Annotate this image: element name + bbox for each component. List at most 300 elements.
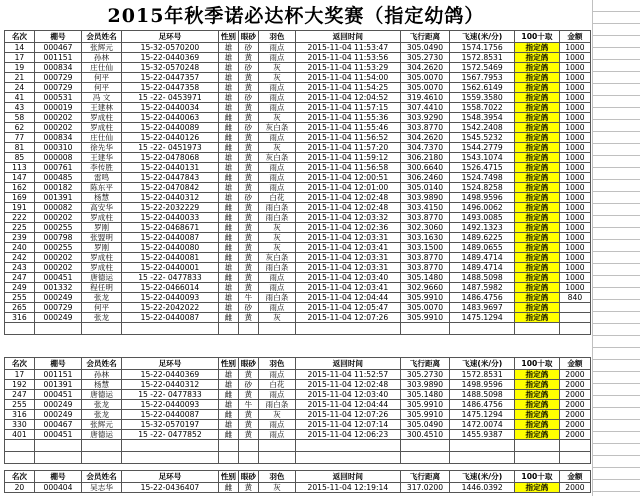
designated-badge: 指定鸽 — [515, 400, 560, 410]
table-cell: 15-22-0440087 — [121, 410, 218, 420]
table-cell: 黄 — [238, 83, 258, 93]
table-row — [5, 213, 591, 223]
column-header: 羽色 — [258, 471, 295, 483]
column-header: 飞速(米/分) — [450, 358, 515, 370]
table-cell: 1000 — [559, 203, 590, 213]
table-cell: 灰 — [258, 410, 295, 420]
table-cell: 2000 — [559, 400, 590, 410]
column-header: 会员姓名 — [82, 31, 122, 43]
table-cell: 2000 — [559, 390, 590, 400]
table-cell: 15 -22- 0477852 — [121, 430, 218, 440]
table-cell: 000729 — [34, 83, 81, 93]
table-row — [5, 273, 591, 283]
table-cell: 1498.9596 — [450, 193, 515, 203]
table-cell: 305.1480 — [400, 273, 450, 283]
table-cell: 雨白条 — [258, 213, 295, 223]
table-body — [5, 31, 591, 335]
table-cell: 1446.0392 — [450, 483, 515, 493]
column-header: 飞行距离 — [400, 31, 450, 43]
designated-badge: 指定鸽 — [515, 223, 560, 233]
table-cell: 2015-11-04 12:05:47 — [296, 303, 401, 313]
table-cell — [34, 440, 81, 452]
table-cell: 2000 — [559, 370, 590, 380]
table-cell: 庄仕仙 — [82, 133, 122, 143]
column-header: 金额 — [559, 471, 590, 483]
table-cell: 砂 — [238, 63, 258, 73]
table-cell: 雌 — [218, 123, 238, 133]
table-cell: 000249 — [34, 293, 81, 303]
table-row — [5, 420, 591, 430]
table-cell: 1574.1756 — [450, 43, 515, 53]
column-header: 返回时间 — [296, 31, 401, 43]
table-cell: 黄 — [238, 53, 258, 63]
table-cell: 雨点 — [258, 420, 295, 430]
table-cell: 雄 — [218, 83, 238, 93]
column-header: 飞行距离 — [400, 358, 450, 370]
table-cell: 000202 — [34, 213, 81, 223]
table-cell: 1000 — [559, 283, 590, 293]
table-cell: 黄 — [238, 143, 258, 153]
table-row — [5, 223, 591, 233]
table-cell: 15-22-0436407 — [121, 483, 218, 493]
column-header: 足环号 — [121, 31, 218, 43]
table-cell: 雨点 — [258, 283, 295, 293]
table-cell — [296, 323, 401, 335]
designated-badge: 指定鸽 — [515, 293, 560, 303]
table-cell — [450, 440, 515, 452]
table-cell: 1000 — [559, 93, 590, 103]
table-cell: 15-22-0440081 — [121, 253, 218, 263]
table-cell: 雄 — [218, 193, 238, 203]
table-cell: 306.2460 — [400, 173, 450, 183]
table-cell: 15-22-0440034 — [121, 103, 218, 113]
table-cell: 灰 — [258, 243, 295, 253]
table-cell — [82, 323, 122, 335]
table-cell: 白花 — [258, 380, 295, 390]
table-cell: 雌 — [218, 253, 238, 263]
table-cell: 雌 — [218, 410, 238, 420]
table-cell: 303.8770 — [400, 123, 450, 133]
table-row — [5, 173, 591, 183]
table-cell: 1572.5469 — [450, 63, 515, 73]
table-cell: 316 — [5, 313, 35, 323]
table-cell: 灰 — [258, 233, 295, 243]
table-cell: 58 — [5, 113, 35, 123]
table-cell: 2015-11-04 11:57:20 — [296, 143, 401, 153]
table-cell: 303.9890 — [400, 380, 450, 390]
column-header: 棚号 — [34, 31, 81, 43]
table-cell: 2015-11-04 11:53:47 — [296, 43, 401, 53]
table-cell: 2015-11-04 11:59:12 — [296, 153, 401, 163]
table-cell: 雄 — [218, 63, 238, 73]
table-cell: 雨点 — [258, 390, 295, 400]
designated-badge: 指定鸽 — [515, 263, 560, 273]
table-cell — [238, 452, 258, 464]
table-cell: 2015-11-04 12:06:23 — [296, 430, 401, 440]
designated-badge: 指定鸽 — [515, 153, 560, 163]
designated-badge: 指定鸽 — [515, 273, 560, 283]
table-cell — [238, 323, 258, 335]
table-row — [5, 390, 591, 400]
table-cell — [121, 440, 218, 452]
table-cell: 雨点 — [258, 273, 295, 283]
table-cell: 401 — [5, 430, 35, 440]
table-cell: 15-22-0447843 — [121, 173, 218, 183]
table-row — [5, 83, 591, 93]
column-header: 返回时间 — [296, 471, 401, 483]
table-row — [5, 73, 591, 83]
table-cell: 雌 — [218, 143, 238, 153]
table-cell — [218, 452, 238, 464]
table-cell: 雌 — [218, 233, 238, 243]
table-cell: 牛 — [238, 293, 258, 303]
table-row — [5, 263, 591, 273]
table-cell: 000761 — [34, 163, 81, 173]
table-cell: 何平 — [82, 73, 122, 83]
table-row — [5, 163, 591, 173]
column-header: 羽色 — [258, 358, 295, 370]
table-cell: 孙林 — [82, 370, 122, 380]
table-cell: 242 — [5, 253, 35, 263]
table-cell: 000082 — [34, 203, 81, 213]
table-cell: 黄 — [238, 163, 258, 173]
table-cell: 砂 — [238, 93, 258, 103]
table-cell: 265 — [5, 303, 35, 313]
table-cell: 高安华 — [82, 203, 122, 213]
table-cell: 304.2620 — [400, 133, 450, 143]
table-cell: 62 — [5, 123, 35, 133]
table-cell: 2015-11-04 12:02:36 — [296, 223, 401, 233]
column-header: 名次 — [5, 358, 35, 370]
table-body — [5, 358, 591, 464]
column-header: 100十取 — [515, 358, 560, 370]
table-cell: 张辉元 — [82, 43, 122, 53]
table-row — [5, 313, 591, 323]
designated-badge: 指定鸽 — [515, 410, 560, 420]
table-row — [5, 430, 591, 440]
column-header: 金额 — [559, 358, 590, 370]
table-cell — [400, 452, 450, 464]
table-cell: 1000 — [559, 133, 590, 143]
table-cell: 222 — [5, 213, 35, 223]
table-cell: 1000 — [559, 53, 590, 63]
table-cell: 1572.8531 — [450, 53, 515, 63]
table-cell: 15-22-0440312 — [121, 193, 218, 203]
table-row — [5, 243, 591, 253]
table-cell: 黄 — [238, 390, 258, 400]
table-cell: 砂 — [238, 303, 258, 313]
table-cell: 雌 — [218, 203, 238, 213]
column-header: 性别 — [218, 471, 238, 483]
table-cell: 张盟明 — [82, 233, 122, 243]
table-cell: 302.9660 — [400, 283, 450, 293]
header-row — [5, 31, 591, 43]
table-cell: 雨点 — [258, 133, 295, 143]
table-cell: 罗刚 — [82, 243, 122, 253]
designated-badge: 指定鸽 — [515, 93, 560, 103]
table-cell: 000485 — [34, 173, 81, 183]
table-cell: 000451 — [34, 273, 81, 283]
designated-badge: 指定鸽 — [515, 103, 560, 113]
table-cell: 2000 — [559, 380, 590, 390]
table-cell: 黄 — [238, 153, 258, 163]
column-header: 眼砂 — [238, 471, 258, 483]
table-cell: 1488.5098 — [450, 273, 515, 283]
table-cell: 81 — [5, 143, 35, 153]
table-cell: 灰 — [258, 63, 295, 73]
column-header: 金额 — [559, 31, 590, 43]
table-row — [5, 93, 591, 103]
table-row — [5, 293, 591, 303]
table-cell: 雌 — [218, 243, 238, 253]
table-cell: 000249 — [34, 400, 81, 410]
table-row — [5, 113, 591, 123]
table-cell: 15-22-0470842 — [121, 183, 218, 193]
table-cell: 300.4510 — [400, 430, 450, 440]
table-cell: 15-32-0570200 — [121, 43, 218, 53]
blank-row — [5, 323, 591, 335]
table-cell: 黄 — [238, 213, 258, 223]
table-cell: 雨点 — [258, 43, 295, 53]
table-row — [5, 303, 591, 313]
table-cell: 1545.5232 — [450, 133, 515, 143]
table-cell: 319.4610 — [400, 93, 450, 103]
table-cell: 雨点 — [258, 53, 295, 63]
table-cell: 1000 — [559, 273, 590, 283]
table-cell: 305.0070 — [400, 83, 450, 93]
table-cell: 1559.3580 — [450, 93, 515, 103]
table-cell: 王建华 — [82, 153, 122, 163]
table-cell: 黄 — [238, 370, 258, 380]
table-cell: 张龙 — [82, 400, 122, 410]
table-cell: 雄 — [218, 103, 238, 113]
table-cell — [258, 452, 295, 464]
table-cell: 1000 — [559, 103, 590, 113]
table-cell: 1000 — [559, 63, 590, 73]
table-cell: 15 -22- 0451973 — [121, 143, 218, 153]
table-cell: 303.8770 — [400, 263, 450, 273]
table-cell: 徐先华 — [82, 143, 122, 153]
table-cell — [296, 440, 401, 452]
table-cell: 000255 — [34, 243, 81, 253]
table-cell: 000531 — [34, 93, 81, 103]
table-cell: 雄 — [218, 303, 238, 313]
table-cell: 雌 — [218, 213, 238, 223]
table-cell: 000182 — [34, 183, 81, 193]
column-header: 足环号 — [121, 471, 218, 483]
table-cell: 灰 — [258, 483, 295, 493]
table-cell: 1000 — [559, 223, 590, 233]
table-cell: 113 — [5, 163, 35, 173]
table-cell: 255 — [5, 293, 35, 303]
table-cell: 黄 — [238, 113, 258, 123]
table-cell: 1492.1323 — [450, 223, 515, 233]
table-row — [5, 103, 591, 113]
table-cell: 20 — [5, 483, 35, 493]
table-cell: 14 — [5, 43, 35, 53]
table-cell: 1000 — [559, 243, 590, 253]
table-cell: 17 — [5, 53, 35, 63]
table-cell: 1493.0085 — [450, 213, 515, 223]
table-cell: 2015-11-04 12:03:41 — [296, 243, 401, 253]
table-cell: 000451 — [34, 430, 81, 440]
table-cell: 雌 — [218, 483, 238, 493]
table-row — [5, 43, 591, 53]
table-cell — [5, 323, 35, 335]
column-header: 100十取 — [515, 31, 560, 43]
column-header: 返回时间 — [296, 358, 401, 370]
table-cell: 雌 — [218, 313, 238, 323]
table-cell: 304.7370 — [400, 143, 450, 153]
table-cell: 灰白条 — [258, 153, 295, 163]
column-header: 羽色 — [258, 31, 295, 43]
table-cell: 2015-11-04 11:52:57 — [296, 370, 401, 380]
table-row — [5, 283, 591, 293]
header-row — [5, 358, 591, 370]
table-cell: 张龙 — [82, 410, 122, 420]
designated-badge: 指定鸽 — [515, 43, 560, 53]
table-cell: 24 — [5, 83, 35, 93]
table-cell: 192 — [5, 380, 35, 390]
table-cell: 15-22-0447358 — [121, 83, 218, 93]
table-cell: 黄 — [238, 233, 258, 243]
table-cell: 罗刚 — [82, 223, 122, 233]
table-cell: 2015-11-04 12:03:31 — [296, 233, 401, 243]
designated-badge: 指定鸽 — [515, 173, 560, 183]
table-cell: 雌 — [218, 273, 238, 283]
table-cell — [559, 313, 590, 323]
table-cell: 2015-11-04 11:57:15 — [296, 103, 401, 113]
table-cell — [82, 440, 122, 452]
designated-badge: 指定鸽 — [515, 483, 560, 493]
designated-badge: 指定鸽 — [515, 420, 560, 430]
designated-badge: 指定鸽 — [515, 163, 560, 173]
table-cell: 1548.3954 — [450, 113, 515, 123]
table-cell: 砂 — [238, 43, 258, 53]
table-cell: 李传胜 — [82, 163, 122, 173]
table-cell: 15-22-0440312 — [121, 380, 218, 390]
table-cell: 1489.0655 — [450, 243, 515, 253]
table-cell: 灰 — [258, 143, 295, 153]
table-row — [5, 153, 591, 163]
table-cell: 305.0490 — [400, 420, 450, 430]
table-cell: 1000 — [559, 193, 590, 203]
table-cell: 001151 — [34, 370, 81, 380]
table-cell: 239 — [5, 233, 35, 243]
table-cell: 15-22-2042022 — [121, 303, 218, 313]
table-cell: 灰 — [258, 113, 295, 123]
table-cell: 黄 — [238, 253, 258, 263]
table-cell: 2015-11-04 11:56:58 — [296, 163, 401, 173]
table-cell: 304.2620 — [400, 63, 450, 73]
table-cell: 247 — [5, 390, 35, 400]
table-cell: 1498.9596 — [450, 380, 515, 390]
table-cell: 雄 — [218, 293, 238, 303]
table-cell: 唐德运 — [82, 390, 122, 400]
table-cell: 灰 — [258, 313, 295, 323]
table-cell: 1489.4714 — [450, 253, 515, 263]
table-cell: 雨点 — [258, 183, 295, 193]
table-cell: 302.3060 — [400, 223, 450, 233]
table-cell: 黄 — [238, 243, 258, 253]
table-cell: 雄 — [218, 263, 238, 273]
table-cell: 77 — [5, 133, 35, 143]
table-cell: 300.6640 — [400, 163, 450, 173]
table-cell: 303.9890 — [400, 193, 450, 203]
table-cell: 唐德运 — [82, 430, 122, 440]
table-cell: 王建林 — [82, 103, 122, 113]
table-cell: 1489.4714 — [450, 263, 515, 273]
table-cell — [400, 440, 450, 452]
designated-badge: 指定鸽 — [515, 183, 560, 193]
designated-badge: 指定鸽 — [515, 380, 560, 390]
table-cell: 2015-11-04 11:55:46 — [296, 123, 401, 133]
table-cell: 1558.7022 — [450, 103, 515, 113]
table-cell: 黄 — [238, 283, 258, 293]
table-cell: 雨点 — [258, 163, 295, 173]
table-cell: 1000 — [559, 173, 590, 183]
column-header: 名次 — [5, 471, 35, 483]
table-cell: 303.8770 — [400, 213, 450, 223]
table-cell: 雄 — [218, 380, 238, 390]
table-cell — [5, 440, 35, 452]
table-cell: 雨点 — [258, 430, 295, 440]
table-cell: 雌 — [218, 390, 238, 400]
designated-badge: 指定鸽 — [515, 143, 560, 153]
table-cell: 雄 — [218, 163, 238, 173]
table-cell: 147 — [5, 173, 35, 183]
table-cell: 2015-11-04 11:56:52 — [296, 133, 401, 143]
table-cell: 000729 — [34, 303, 81, 313]
table-cell: 000834 — [34, 63, 81, 73]
table-cell: 罗成柱 — [82, 113, 122, 123]
table-cell: 2015-11-04 12:02:48 — [296, 380, 401, 390]
designated-badge: 指定鸽 — [515, 303, 560, 313]
table-cell — [258, 440, 295, 452]
table-cell: 303.9290 — [400, 113, 450, 123]
table-cell: 2015-11-04 12:03:40 — [296, 390, 401, 400]
results-table-main — [4, 30, 591, 335]
table-cell: 307.4410 — [400, 103, 450, 113]
table-cell: 305.9910 — [400, 410, 450, 420]
table-cell: 000249 — [34, 313, 81, 323]
table-cell: 15-22-0466014 — [121, 283, 218, 293]
table-cell: 庄仕仙 — [82, 63, 122, 73]
table-cell: 陈东平 — [82, 183, 122, 193]
designated-badge: 指定鸽 — [515, 203, 560, 213]
table-cell: 1488.5098 — [450, 390, 515, 400]
column-header: 会员姓名 — [82, 471, 122, 483]
table-cell: 2015-11-04 11:53:29 — [296, 63, 401, 73]
results-table-extra — [4, 470, 591, 493]
table-cell: 2015-11-04 12:07:14 — [296, 420, 401, 430]
sheet-title: 2015年秋季诺必达杯大奖赛（指定幼鸽） — [107, 5, 485, 27]
table-cell: 305.0140 — [400, 183, 450, 193]
table-cell: 牛 — [238, 400, 258, 410]
column-header: 飞速(米/分) — [450, 471, 515, 483]
table-cell: 15-22-0468671 — [121, 223, 218, 233]
table-cell: 灰白条 — [258, 123, 295, 133]
table-cell: 雄 — [218, 400, 238, 410]
table-cell: 2000 — [559, 410, 590, 420]
designated-badge: 指定鸽 — [515, 53, 560, 63]
table-cell — [121, 452, 218, 464]
table-cell: 15-22-2032229 — [121, 203, 218, 213]
table-cell: 2015-11-04 12:03:31 — [296, 253, 401, 263]
column-header: 名次 — [5, 31, 35, 43]
table-cell: 000202 — [34, 263, 81, 273]
table-cell: 000467 — [34, 420, 81, 430]
